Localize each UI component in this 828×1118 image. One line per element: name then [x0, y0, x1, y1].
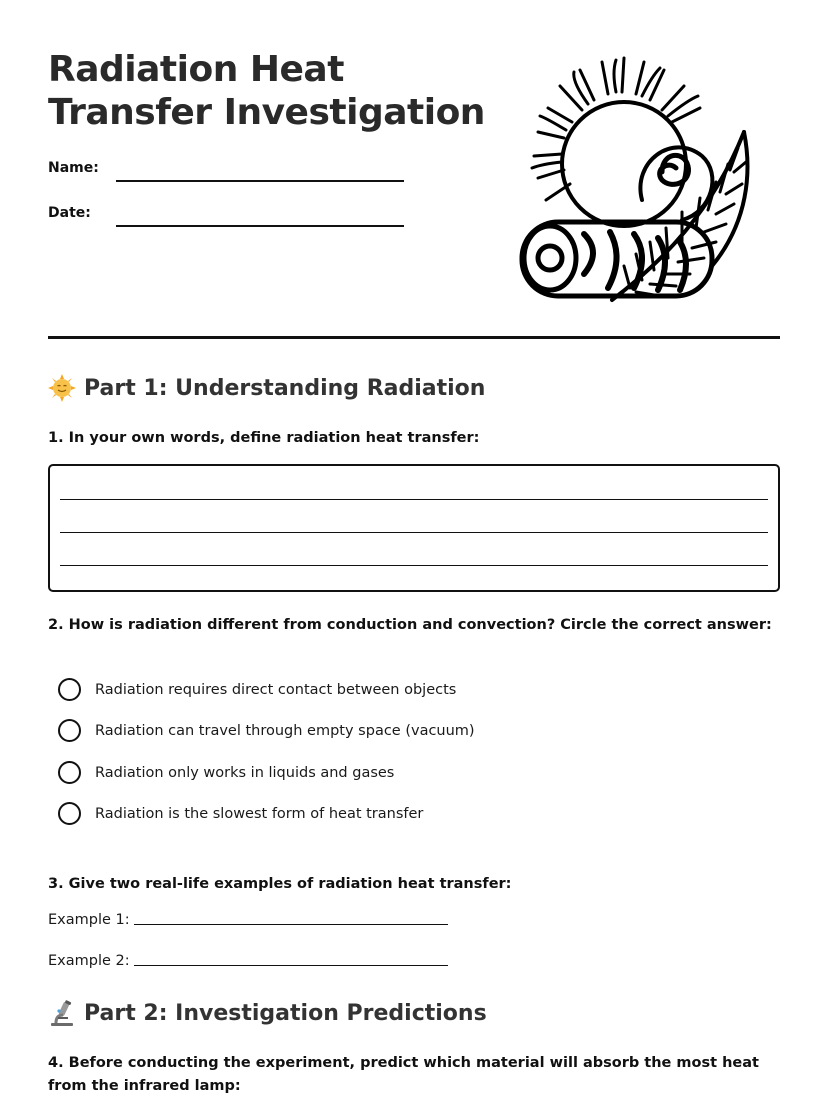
microscope-emoji-icon — [48, 999, 76, 1027]
sun-emoji-icon — [48, 374, 76, 402]
name-field[interactable] — [116, 180, 404, 182]
example-2-field[interactable] — [134, 965, 448, 966]
option-2[interactable] — [58, 719, 475, 742]
answer-box-1[interactable] — [48, 464, 780, 592]
option-3-text: Radiation only works in liquids and gases — [95, 764, 395, 781]
radio-circle[interactable] — [58, 802, 81, 825]
option-4[interactable] — [58, 802, 423, 825]
page-title: Radiation Heat Transfer Investigation — [48, 49, 485, 133]
option-2-text: Radiation can travel through empty space (vacuum) — [95, 722, 475, 739]
example-2-label: Example 2: — [48, 953, 130, 969]
answer-line — [60, 565, 768, 566]
question-3: 3. Give two real-life examples of radiation heat transfer: — [48, 876, 512, 892]
date-label: Date: — [48, 205, 91, 221]
example-1-row — [48, 912, 448, 928]
question-1: 1. In your own words, define radiation heat transfer: — [48, 430, 480, 446]
question-4: 4. Before conducting the experiment, predict which material will absorb the most heat from the infrared lamp: — [48, 1055, 759, 1094]
example-1-field[interactable] — [134, 924, 448, 925]
answer-line — [60, 499, 768, 500]
question-2: 2. How is radiation different from conduction and convection? Circle the correct answer: — [48, 617, 772, 633]
radio-circle[interactable] — [58, 761, 81, 784]
header-divider — [48, 336, 780, 339]
radio-circle[interactable] — [58, 678, 81, 701]
radio-circle[interactable] — [58, 719, 81, 742]
example-1-label: Example 1: — [48, 912, 130, 928]
option-4-text: Radiation is the slowest form of heat transfer — [95, 805, 424, 822]
option-3[interactable] — [58, 761, 394, 784]
answer-line — [60, 532, 768, 533]
part1-heading-text: Part 1: Understanding Radiation — [84, 375, 486, 401]
sun-fern-logo-icon — [512, 52, 758, 308]
example-2-row — [48, 953, 448, 969]
option-1[interactable] — [58, 678, 456, 701]
part2-heading — [48, 999, 487, 1027]
option-1-text: Radiation requires direct contact between objects — [95, 681, 457, 698]
part2-heading-text: Part 2: Investigation Predictions — [84, 1000, 487, 1026]
date-field[interactable] — [116, 225, 404, 227]
name-label: Name: — [48, 160, 99, 176]
part1-heading — [48, 374, 485, 402]
